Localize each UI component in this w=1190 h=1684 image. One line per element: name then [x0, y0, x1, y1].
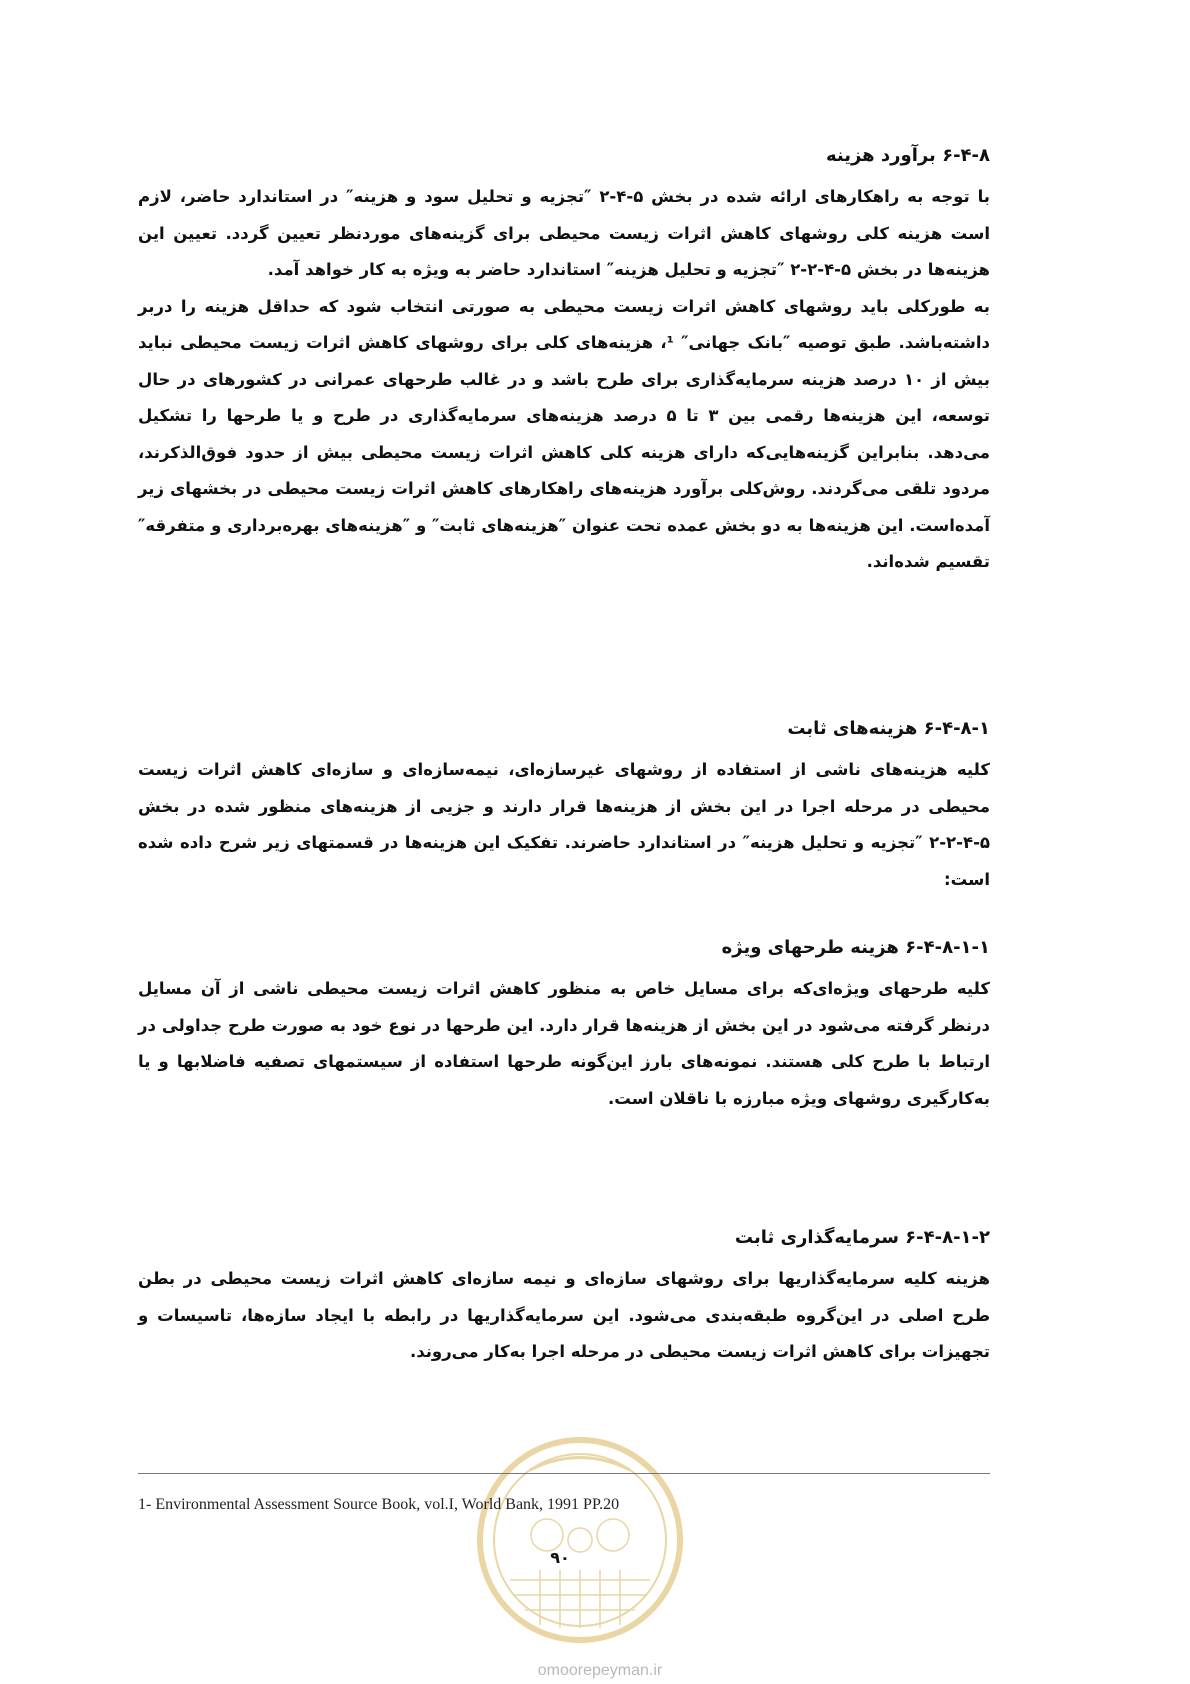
- watermark-url: omoorepeyman.ir: [537, 1662, 663, 1679]
- section-paragraph: کلیه هزینه‌های ناشی از استفاده از روشهای غیرسازه‌ای، نیمه‌سازه‌ای و سازه‌ای کاهش اثرات زیست محیطی در مرحله اجرا در این بخش از هزینه‌ها قرار دارند و جزیی از هزینه‌های منظور شده در بخش ۵-۴-۲-۲ ″تجزیه و تحلیل هزینه″ در استاندارد حاضرند. تفکیک این هزینه‌ها در قسمتهای زیر شرح داده شده است:: [138, 760, 990, 889]
- section-heading: ۶-۴-۸-۱ هزینه‌های ثابت: [787, 718, 990, 739]
- section-heading: ۶-۴-۸-۱-۲ سرمایه‌گذاری ثابت: [734, 1227, 990, 1248]
- page-number: ۹۰: [550, 1548, 570, 1567]
- footnote-separator: [138, 1473, 990, 1474]
- section-special-projects: [138, 933, 990, 1117]
- watermark-seal-icon: [455, 1430, 705, 1650]
- section-heading: ۶-۴-۸-۱-۱ هزینه طرحهای ویژه: [721, 937, 990, 958]
- section-paragraph: با توجه به راهکارهای ارائه شده در بخش ۵-۴-۲ ″تجزیه و تحلیل سود و هزینه″ در استاندارد حاضر، لازم است هزینه کلی روشهای کاهش اثرات زیست محیطی برای گزینه‌های موردنظر تعیین گردد. تعیین این هزینه‌ها در بخش ۵-۴-۲-۲ ″تجزیه و تحلیل هزینه″ استاندارد حاضر به ویژه به کار خواهد آمد.: [138, 187, 990, 279]
- section-paragraph-2: به طورکلی باید روشهای کاهش اثرات زیست محیطی به صورتی انتخاب شود که حداقل هزینه را دربر داشته‌باشد. طبق توصیه ″بانک جهانی″ ¹، هزینه‌های کلی برای روشهای کاهش اثرات زیست محیطی نباید بیش از ۱۰ درصد هزینه سرمایه‌گذاری برای طرح باشد و در غالب طرحهای عمرانی در کشورهای در حال توسعه، این هزینه‌ها رقمی بین ۳ تا ۵ درصد هزینه‌های سرمایه‌گذاری در طرح و یا طرحها را تشکیل می‌دهد. بنابراین گزینه‌هایی‌که دارای هزینه کلی کاهش اثرات زیست محیطی بیش از حدود فوق‌الذکرند، مردود تلقی می‌گردند. روش‌کلی برآورد هزینه‌های راهکارهای کاهش اثرات زیست محیطی در بخشهای زیر آمده‌است. این هزینه‌ها به دو بخش عمده تحت عنوان ″هزینه‌های ثابت″ و ″هزینه‌های بهره‌برداری و متفرقه″ تقسیم شده‌اند.: [138, 296, 990, 571]
- section-paragraph: هزینه کلیه سرمایه‌گذاریها برای روشهای سازه‌ای و نیمه سازه‌ای کاهش اثرات زیست محیطی در بطن طرح اصلی در این‌گروه طبقه‌بندی می‌شود. این سرمایه‌گذاریها در رابطه با ایجاد سازه‌ها، تاسیسات و تجهیزات برای کاهش اثرات زیست محیطی در مرحله اجرا به‌کار می‌روند.: [138, 1269, 990, 1361]
- section-cost-estimate: [138, 141, 990, 581]
- section-fixed-costs: [138, 714, 990, 898]
- footnote: 1- Environmental Assessment Source Book, vol.I, World Bank, 1991 PP.20: [138, 1496, 620, 1513]
- section-paragraph: کلیه طرحهای ویژه‌ای‌که برای مسایل خاص به منظور کاهش اثرات زیست محیطی ناشی از آن مسایل درنظر گرفته می‌شود در این بخش از هزینه‌ها قرار دارد. این طرحها در نوع خود به صورت طرح جداولی در ارتباط با طرح کلی هستند. نمونه‌های بارز این‌گونه طرحها استفاده از سیستمهای تصفیه فاضلابها و یا به‌کارگیری روشهای ویژه مبارزه با ناقلان است.: [138, 979, 990, 1108]
- section-fixed-investment: [138, 1223, 990, 1371]
- section-heading: ۶-۴-۸ برآورد هزینه: [825, 145, 990, 166]
